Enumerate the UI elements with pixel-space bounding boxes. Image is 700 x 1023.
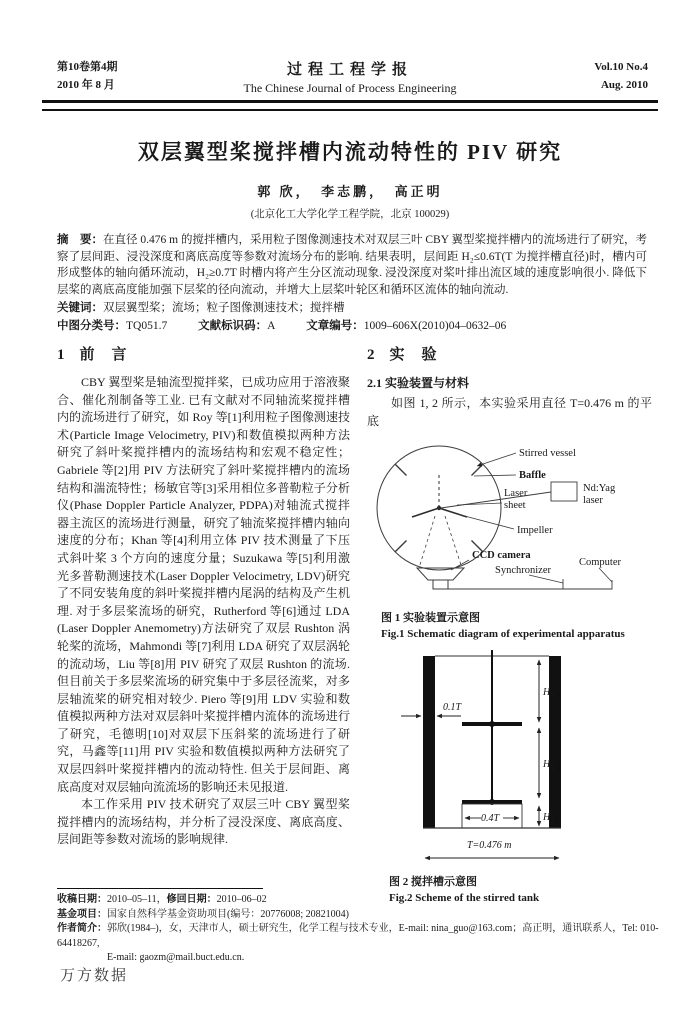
issue-cn: 第10卷第4期 [57,61,118,73]
figure-1-caption-cn: 图 1 实验装置示意图 [381,612,480,625]
figure-2-tank-diagram [393,650,603,872]
label-impeller: Impeller [517,525,553,537]
received-label: 收稿日期： [57,894,107,905]
footnote-funding [57,908,667,923]
figure-2-caption-cn: 图 2 搅拌槽示意图 [389,876,477,889]
keywords-line [57,299,647,315]
label-laser-1: Laser [504,488,528,500]
footnote-dates [57,893,667,908]
figure-2-caption-en: Fig.2 Scheme of the stirred tank [389,892,540,905]
left-column [57,341,350,887]
funding-label: 基金项目： [57,908,107,920]
label-04t: 0.4T [481,813,500,825]
journal-name-cn: 过程工程学报 [286,62,413,78]
received-date: 2010–05–11， [107,894,167,905]
label-01t: 0.1T [443,702,462,714]
revised-label: 修回日期： [166,894,217,905]
article-id-label: 文章编号： [306,320,364,332]
ccd-camera-glyph [417,568,464,589]
bio-label: 作者简介： [57,923,107,934]
header-double-rule [42,100,658,111]
section-2-title: 实 验 [389,347,438,363]
journal-name-en: The Chinese Journal of Process Engineering [243,81,457,95]
date-en: Aug. 2010 [600,79,648,91]
signal-cables [448,579,612,589]
figure-1-caption-en: Fig.1 Schematic diagram of experimental apparatus [381,628,625,641]
ndyag-laser-box [551,482,577,501]
clc-label: 中图分类号： [57,320,126,332]
label-h3: H [543,687,551,699]
right-column [367,341,652,917]
abstract-block [57,232,647,298]
label-computer: Computer [579,557,621,569]
article-id-value: 1009–606X(2010)04–0632–06 [363,320,507,332]
label-laser-2: sheet [504,500,526,512]
label-ndyag-2: laser [583,495,603,507]
section-1-heading [57,343,350,364]
abstract-label: 摘 要： [57,234,104,246]
figure-1-apparatus-diagram [367,430,650,608]
camera-view-cone [419,516,462,568]
section-2-1-paragraph: 如图 1, 2 所示，本实验采用直径 T=0.476 m 的平底 [367,396,652,428]
date-cn: 2010 年 8 月 [57,79,115,91]
clc-value: TQ051.7 [126,320,168,332]
label-stirred-vessel: Stirred vessel [519,448,576,460]
impeller-glyph [412,472,467,517]
authors-line: 郭 欣， 李志鹏， 高正明 [257,184,443,199]
label-ndyag-1: Nd:Yag [583,483,616,495]
intro-paragraph-1: CBY 翼型桨是轴流型搅拌桨，已成功应用于溶液聚合、催化剂制备等工业. 已有文献对不同轴流桨搅拌槽内的流场进行了研究，如 Roy 等[1]利用粒子图像测速技术(Particle Image Velocimetry, PIV)和数值模拟两种方法研究了斜叶桨搅拌槽内的流场结构和宏观不稳定性；Gabriele 等[2]用 PIV 方法研究了斜叶桨搅拌槽内的流场结构和湍流特性；杨敏官等[3]采用相位多普勒粒子分析仪(Phase Doppler Particle Analyzer, PDPA)对轴流式搅拌器主流区的流场进行测量，研究了轴流桨搅拌槽内轴向速度的分布；Khan 等[4]利用立体 PIV 技术测量了下压式斜叶桨 3 个方向的速度分量；Suzukawa 等[5]利用激光多普勒测速技术(Laser Doppler Velocimetry, LDV)研究了不同安装角度的斜叶桨搅拌槽内尾涡的结构及产生机理. 对于多层桨流场的研究，Rutherford 等[6]通过 LDA (Laser Doppler Anemometry)方法研究了双层 Rushton 涡轮桨的流场，Mahmondi 等[7]利用 LDA 研究了双层涡轮的流动场，Liu 等[8]用 PIV 研究了双层 Rushton 的流场. 但目前关于多层桨流场的研究集中于多层径流桨，对多层轴流桨的研究相对较少. Piero 等[9]用 LDV 实验和数值模拟两种方法对双层斜叶桨搅拌槽内流体的流场进行了研究，毛德明[10]对双层下压斜桨的流场进行了研究，马鑫等[11]用 PIV 实验和数值模拟两种方法研究了双层四斜叶桨搅拌槽内的流动特性. 但关于层间距、离底高度对双层轴向流流场的影响还未见报道. [57,375,350,794]
journal-header [42,58,658,98]
clc-line [57,317,647,333]
right-baffle-bar [549,656,561,828]
vol-en: Vol.10 No.4 [594,61,648,73]
laser-beam-line [441,492,551,508]
label-h2-sub: 2 [551,764,555,773]
label-t: T=0.476 m [467,840,512,852]
upper-hub [489,721,495,727]
header-volume [594,58,648,94]
section-2-heading [367,343,652,364]
footnote-block [57,888,667,966]
footnote-bio [57,922,667,951]
wanfang-watermark: 万方数据 [60,967,129,984]
affiliation-line: (北京化工大学化学工程学院，北京 100029) [250,209,450,220]
bio-text: 郭欣(1984–)，女，天津市人，硕士研究生，化学工程与技术专业，E-mail: nina_guo@163.com；高正明，通讯联系人，Tel: 010-64418267, [57,923,659,949]
figure-1-caption [381,610,652,642]
footnote-bio-cont: E-mail: gaozm@mail.buct.edu.cn. [107,952,245,963]
label-h3-sub: 3 [551,692,555,701]
label-h1-sub: 1 [551,817,555,826]
left-baffle-bar [423,656,435,828]
header-journal [42,58,658,96]
revised-date: 2010–06–02 [216,894,267,905]
label-h2: H [543,759,551,771]
section-1-title: 前 言 [79,347,128,363]
label-synchronizer: Synchronizer [495,565,551,577]
page-title: 双层翼型桨搅拌槽内流动特性的 PIV 研究 [137,140,563,164]
funding-text: 国家自然科学基金资助项目(编号：20776008; 20821004) [107,908,349,920]
abstract-text: 在直径 0.476 m 的搅拌槽内，采用粒子图像测速技术对双层三叶 CBY 翼型桨搅拌槽内的流场进行了研究，考察了层间距、浸没深度和离底高度等参数对流场分布的影响. 结果表明，层间距 H₂≤0.6T(T 为搅拌槽直径)时，槽内可形成整体的轴向循环流动，H₂≥0.7T 时槽内将产生分区流动现象. 浸没深度对桨叶排出流区域的速度影响很小. 降低下层桨的离底高度能加强下层桨的径向流动，并增大上层桨叶轮区和循环区流体的轴向流动. [57,234,647,296]
keywords-text: 双层翼型桨；流场；粒子图像测速技术；搅拌槽 [103,302,345,314]
keywords-label: 关键词： [57,302,103,314]
section-2-number: 2 [367,347,376,363]
doc-code-label: 文献标识码： [198,320,268,332]
section-1-number: 1 [57,347,66,363]
label-h1: H [543,812,551,824]
intro-paragraph-2: 本工作采用 PIV 技术研究了双层三叶 CBY 翼型桨搅拌槽内的流场结构，并分析了浸没深度、离底高度、层间距等参数对流场的影响规律. [57,797,350,847]
section-2-1-heading: 2.1 实验装置与材料 [367,376,470,390]
label-baffle: Baffle [519,470,546,482]
label-ccd-camera: CCD camera [472,550,531,562]
doc-code-value: A [267,320,276,332]
footnote-rule [57,888,263,889]
